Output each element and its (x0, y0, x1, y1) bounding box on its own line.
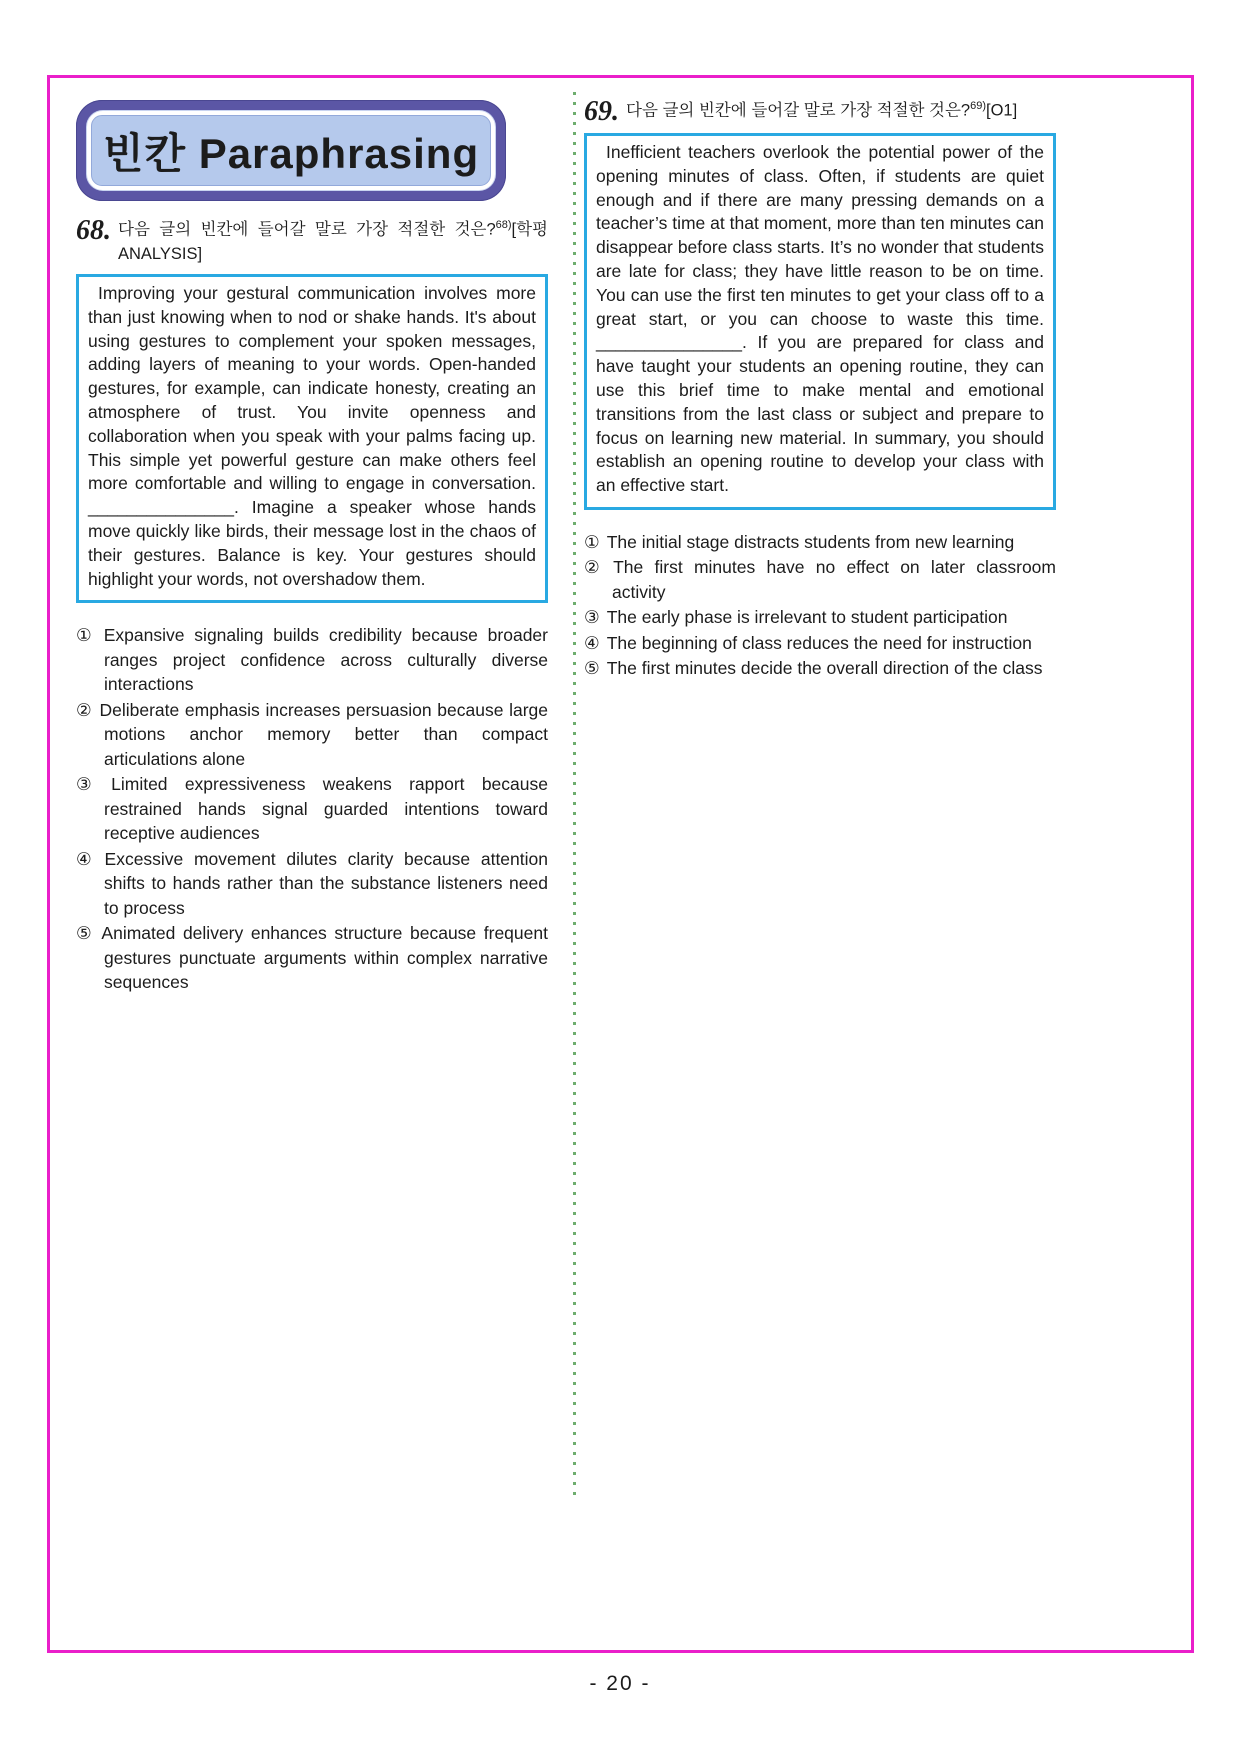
page-number: - 20 - (589, 1672, 651, 1695)
option-marker: ① (76, 625, 97, 646)
option-item (76, 847, 548, 921)
section-title: 빈칸 Paraphrasing (91, 115, 491, 186)
question-number: 68. (76, 215, 111, 246)
passage-box-69: Inefficient teachers overlook the potential power of the opening minutes of class. Often, if students are quiet enough and if there are many pressing demands on a teacher’s time at that moment, more than ten minutes can disappear before class starts. It’s no wonder that students are late for class; they have little reason to be on time. You can use the first ten minutes to get your class off to a great start, or you can choose to waste this time. _______________. If you are prepared for class and have taught your students an opening routine, they can use this brief time to make mental and emotional transitions from the last class or subject and prepare to focus on learning new material. In summary, you should establish an opening routine to develop your class with an effective start. (584, 133, 1056, 510)
passage-box-68: Improving your gestural communication involves more than just knowing when to nod or shake hands. It's about using gestures to complement your spoken messages, adding layers of meaning to your words. Open-handed gestures, for example, can indicate honesty, creating an atmosphere of trust. You invite openness and collaboration when you speak with your palms facing up. This simple yet powerful gesture can make others feel more comfortable and willing to engage in conversation. _______________. Imagine a speaker whose hands move quickly like birds, their message lost in the chaos of their gestures. Balance is key. Your gestures should highlight your words, not overshadow them. (76, 274, 548, 603)
logo-inner-ring (86, 110, 496, 191)
option-text: Deliberate emphasis increases persuasion because large motions anchor memory better than compact articulations alone (99, 699, 548, 769)
option-item (584, 656, 1056, 681)
option-item (584, 631, 1056, 656)
option-item (76, 921, 548, 995)
question-69-header (584, 98, 1056, 126)
option-item (584, 555, 1056, 604)
option-text: The early phase is irrelevant to student participation (606, 607, 1008, 628)
option-marker: ② (584, 557, 607, 578)
question-prompt-text: 다음 글의 빈칸에 들어갈 말로 가장 적절한 것은? (626, 101, 971, 120)
question-footnote-number: 69) (970, 100, 987, 112)
option-marker: ① (584, 531, 600, 552)
section-logo-box (76, 100, 506, 201)
option-marker: ④ (76, 848, 98, 869)
option-item (76, 623, 548, 697)
page-border (47, 75, 1194, 1653)
options-list-68 (76, 623, 548, 995)
right-column (584, 98, 1056, 682)
option-marker: ⑤ (76, 923, 95, 944)
question-prompt (118, 217, 548, 267)
left-column (76, 100, 548, 996)
question-prompt (626, 98, 1056, 123)
option-item (584, 530, 1056, 555)
option-text: Limited expressiveness weakens rapport because restrained hands signal guarded intentions toward receptive audiences (104, 774, 548, 844)
options-list-69 (584, 530, 1056, 681)
option-text: The beginning of class reduces the need for instruction (606, 632, 1032, 653)
option-text: Excessive movement dilutes clarity because attention shifts to hands rather than the substance listeners need to process (104, 848, 548, 918)
option-marker: ④ (584, 632, 600, 653)
option-item (76, 698, 548, 772)
option-marker: ② (76, 699, 93, 720)
question-source-tag: [O1] (986, 101, 1018, 120)
question-68-header (76, 217, 548, 267)
option-text: Expansive signaling builds credibility because broader ranges project confidence across culturally diverse interactions (103, 625, 548, 695)
question-footnote-number: 68) (495, 219, 512, 231)
option-marker: ③ (76, 774, 105, 795)
option-text: Animated delivery enhances structure because frequent gestures punctuate arguments within complex narrative sequences (101, 923, 548, 993)
question-source-tag: [학평 ANALYSIS] (118, 220, 548, 264)
option-text: The initial stage distracts students from new learning (606, 531, 1015, 552)
option-text: The first minutes have no effect on later classroom activity (612, 557, 1056, 602)
option-text: The first minutes decide the overall direction of the class (606, 658, 1043, 679)
column-divider (573, 92, 576, 1500)
option-marker: ⑤ (584, 658, 600, 679)
option-marker: ③ (584, 607, 600, 628)
option-item (584, 605, 1056, 630)
question-number: 69. (584, 96, 619, 127)
option-item (76, 772, 548, 846)
question-prompt-text: 다음 글의 빈칸에 들어갈 말로 가장 적절한 것은? (118, 220, 496, 239)
